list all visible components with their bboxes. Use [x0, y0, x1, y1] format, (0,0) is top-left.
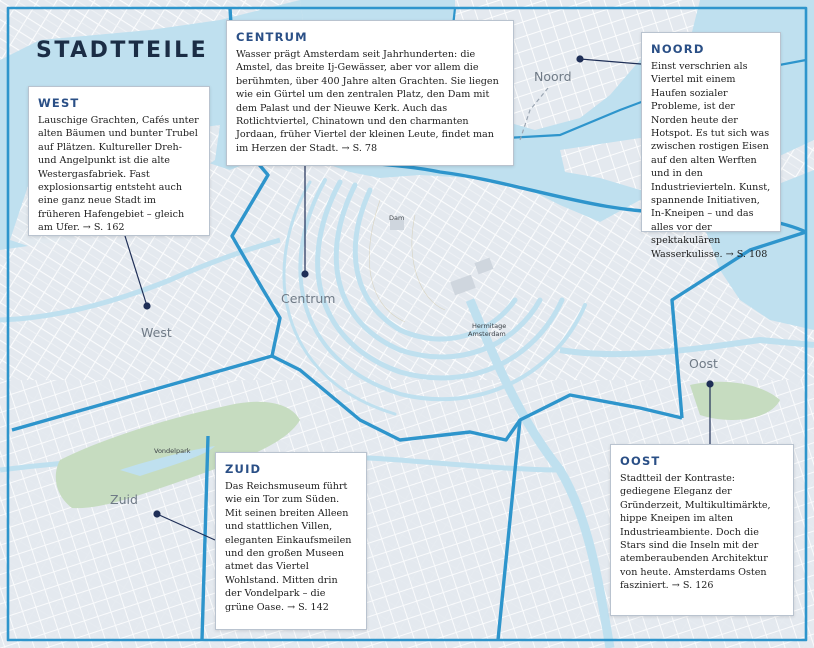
card-noord-text: Einst verschrien als Viertel mit einem Haufen sozialer Probleme, ist der Norden heute der Hotspot. Es tut sich was zwischen rostigen Eisen auf den alten Werften und in den Industrievierteln. Kunst, spannende Initiativen, In-Kneipen – und das alles vor der spektakulären Wasserkulisse. → S. 108: [651, 61, 771, 260]
card-centrum-text: Wasser prägt Amsterdam seit Jahrhunderten: die Amstel, das breite Ij-Gewässer, aber vor allem die berühmten, über 400 Jahre alten Grachten. Sie liegen wie ein Gürtel um den zentralen Platz, den Dam mit dem Palast und der Nieuwe Kerk. Auch das Rotlichtviertel, Chinatown und den charmanten Jordaan, früher Viertel der kleinen Leute, findet man im Herzen der Stadt. → S. 78: [236, 49, 499, 154]
label-dam: Dam: [389, 214, 405, 222]
page-title: STADTTEILE: [36, 38, 209, 63]
card-oost: [610, 444, 794, 616]
label-hermitage-line2: Amsterdam: [468, 330, 506, 338]
label-centrum: Centrum: [281, 291, 336, 306]
card-west-text: Lauschige Grachten, Cafés unter alten Bäumen und bunter Trubel auf Plätzen. Kultureller Dreh- und Angelpunkt ist die alte Westergasfabriek. Fast explosionsartig entsteht auch eine ganz neue Stadt im früheren Hafengebiet – gleich am Ufer. → S. 162: [38, 115, 199, 234]
card-centrum: [226, 20, 514, 166]
pin-noord: [577, 56, 583, 62]
card-oost-heading: OOST: [620, 454, 661, 468]
card-zuid: [215, 452, 367, 630]
card-zuid-text: Das Reichsmuseum führt wie ein Tor zum Süden. Mit seinen breiten Alleen und stattlichen Villen, eleganten Einkaufsmeilen und den großen Museen atmet das Viertel Wohlstand. Mitten drin der Vondelpark – die grüne Oase. → S. 142: [225, 481, 352, 613]
card-west-heading: WEST: [38, 96, 80, 110]
card-west: [28, 86, 210, 236]
label-oost: Oost: [689, 356, 718, 371]
card-zuid-heading: ZUID: [225, 462, 262, 476]
label-hermitage: Hermitage: [472, 322, 507, 330]
card-noord: [641, 32, 781, 260]
pin-zuid: [154, 511, 160, 517]
label-west: West: [141, 325, 172, 340]
label-zuid: Zuid: [110, 492, 138, 507]
label-noord: Noord: [534, 69, 572, 84]
pin-centrum: [302, 271, 308, 277]
label-vondelpark: Vondelpark: [154, 447, 191, 455]
pin-west: [144, 303, 150, 309]
card-oost-text: Stadtteil der Kontraste: gediegene Eleganz der Gründerzeit, Multikultimärkte, hippe Kneipen im alten Industrieambiente. Doch die Stars sind die Inseln mit der atemberaubenden Architektur von heute. Amsterdams Osten fasziniert. → S. 126: [620, 473, 771, 592]
pin-oost: [707, 381, 713, 387]
card-centrum-heading: CENTRUM: [236, 30, 308, 44]
card-noord-heading: NOORD: [651, 42, 705, 56]
